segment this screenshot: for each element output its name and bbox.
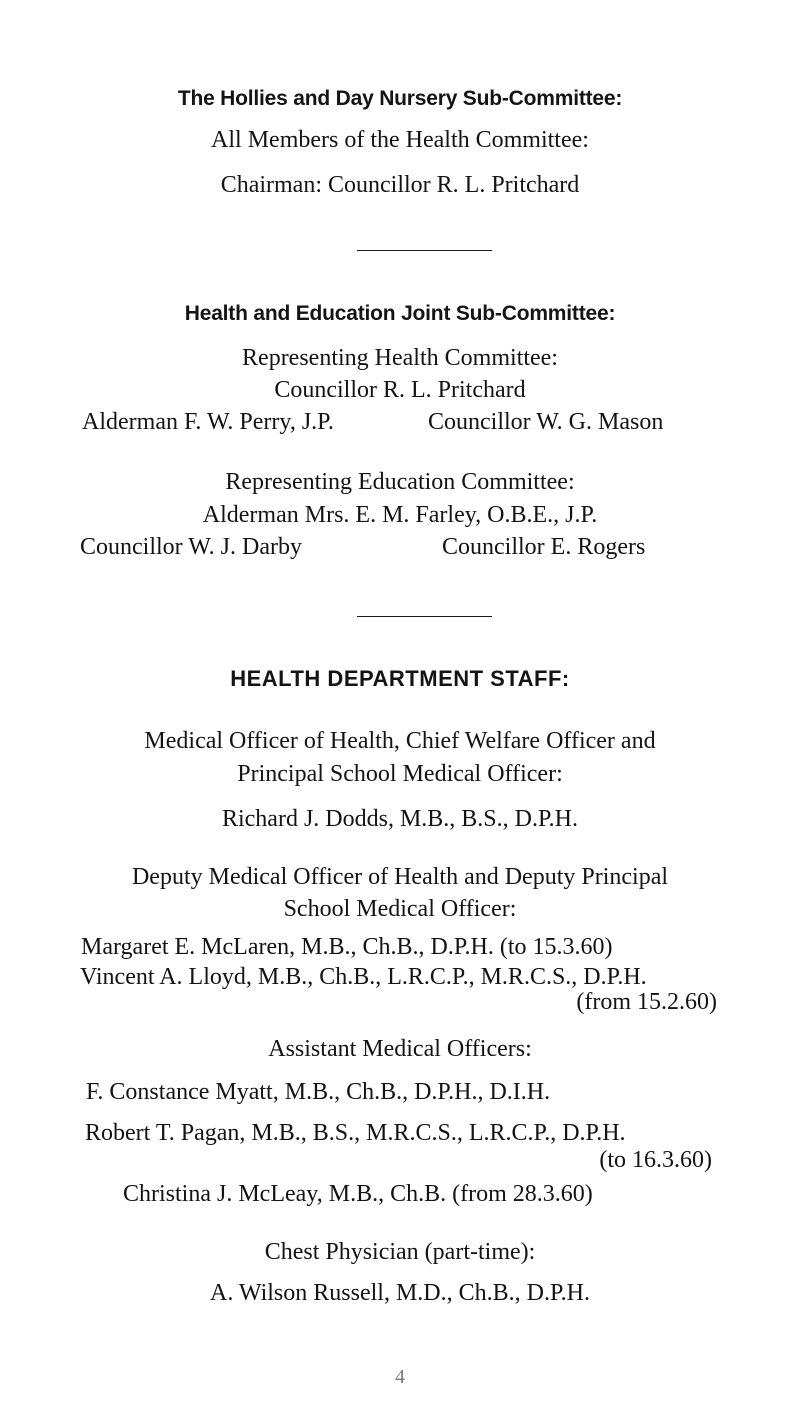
- health-rep-heading: Representing Health Committee:: [242, 345, 558, 371]
- health-rep-2-right: Councillor W. G. Mason: [428, 409, 664, 435]
- joint-heading: Health and Education Joint Sub-Committee:: [184, 302, 616, 325]
- assistant-3: Christina J. McLeay, M.B., Ch.B. (from 28.3.60): [123, 1181, 593, 1207]
- assistant-1: F. Constance Myatt, M.B., Ch.B., D.P.H., D.I.H.: [86, 1079, 551, 1105]
- staff-heading: HEALTH DEPARTMENT STAFF:: [230, 666, 570, 691]
- health-rep-2-left: Alderman F. W. Perry, J.P.: [82, 409, 334, 435]
- chest-name: A. Wilson Russell, M.D., Ch.B., D.P.H.: [210, 1280, 590, 1306]
- education-rep-2-left: Councillor W. J. Darby: [80, 534, 302, 560]
- education-rep-1: Alderman Mrs. E. M. Farley, O.B.E., J.P.: [202, 502, 598, 528]
- health-rep-1: Councillor R. L. Pritchard: [274, 377, 526, 403]
- assistant-title: Assistant Medical Officers:: [268, 1036, 532, 1062]
- deputy-title-1: Deputy Medical Officer of Health and Deputy Principal: [131, 864, 669, 890]
- education-rep-heading: Representing Education Committee:: [225, 469, 575, 495]
- page-number: 4: [395, 1366, 405, 1388]
- moh-name: Richard J. Dodds, M.B., B.S., D.P.H.: [221, 806, 579, 832]
- moh-title-1: Medical Officer of Health, Chief Welfare Officer and: [144, 728, 656, 754]
- section-divider: [357, 250, 492, 251]
- hollies-members: All Members of the Health Committee:: [211, 127, 589, 153]
- assistant-2: Robert T. Pagan, M.B., B.S., M.R.C.S., L.R.C.P., D.P.H.: [85, 1120, 626, 1146]
- hollies-heading: The Hollies and Day Nursery Sub-Committee:: [177, 87, 623, 110]
- deputy-2: Vincent A. Lloyd, M.B., Ch.B., L.R.C.P., M.R.C.S., D.P.H.: [80, 964, 647, 990]
- moh-title-2: Principal School Medical Officer:: [237, 761, 563, 787]
- deputy-1: Margaret E. McLaren, M.B., Ch.B., D.P.H. (to 15.3.60): [81, 934, 613, 960]
- deputy-2-note: (from 15.2.60): [576, 989, 717, 1015]
- section-divider: [357, 616, 492, 617]
- deputy-title-2: School Medical Officer:: [283, 896, 517, 922]
- education-rep-2-right: Councillor E. Rogers: [442, 534, 646, 560]
- chest-title: Chest Physician (part-time):: [264, 1239, 536, 1265]
- assistant-2-note: (to 16.3.60): [599, 1147, 712, 1173]
- hollies-chairman: Chairman: Councillor R. L. Pritchard: [220, 172, 580, 198]
